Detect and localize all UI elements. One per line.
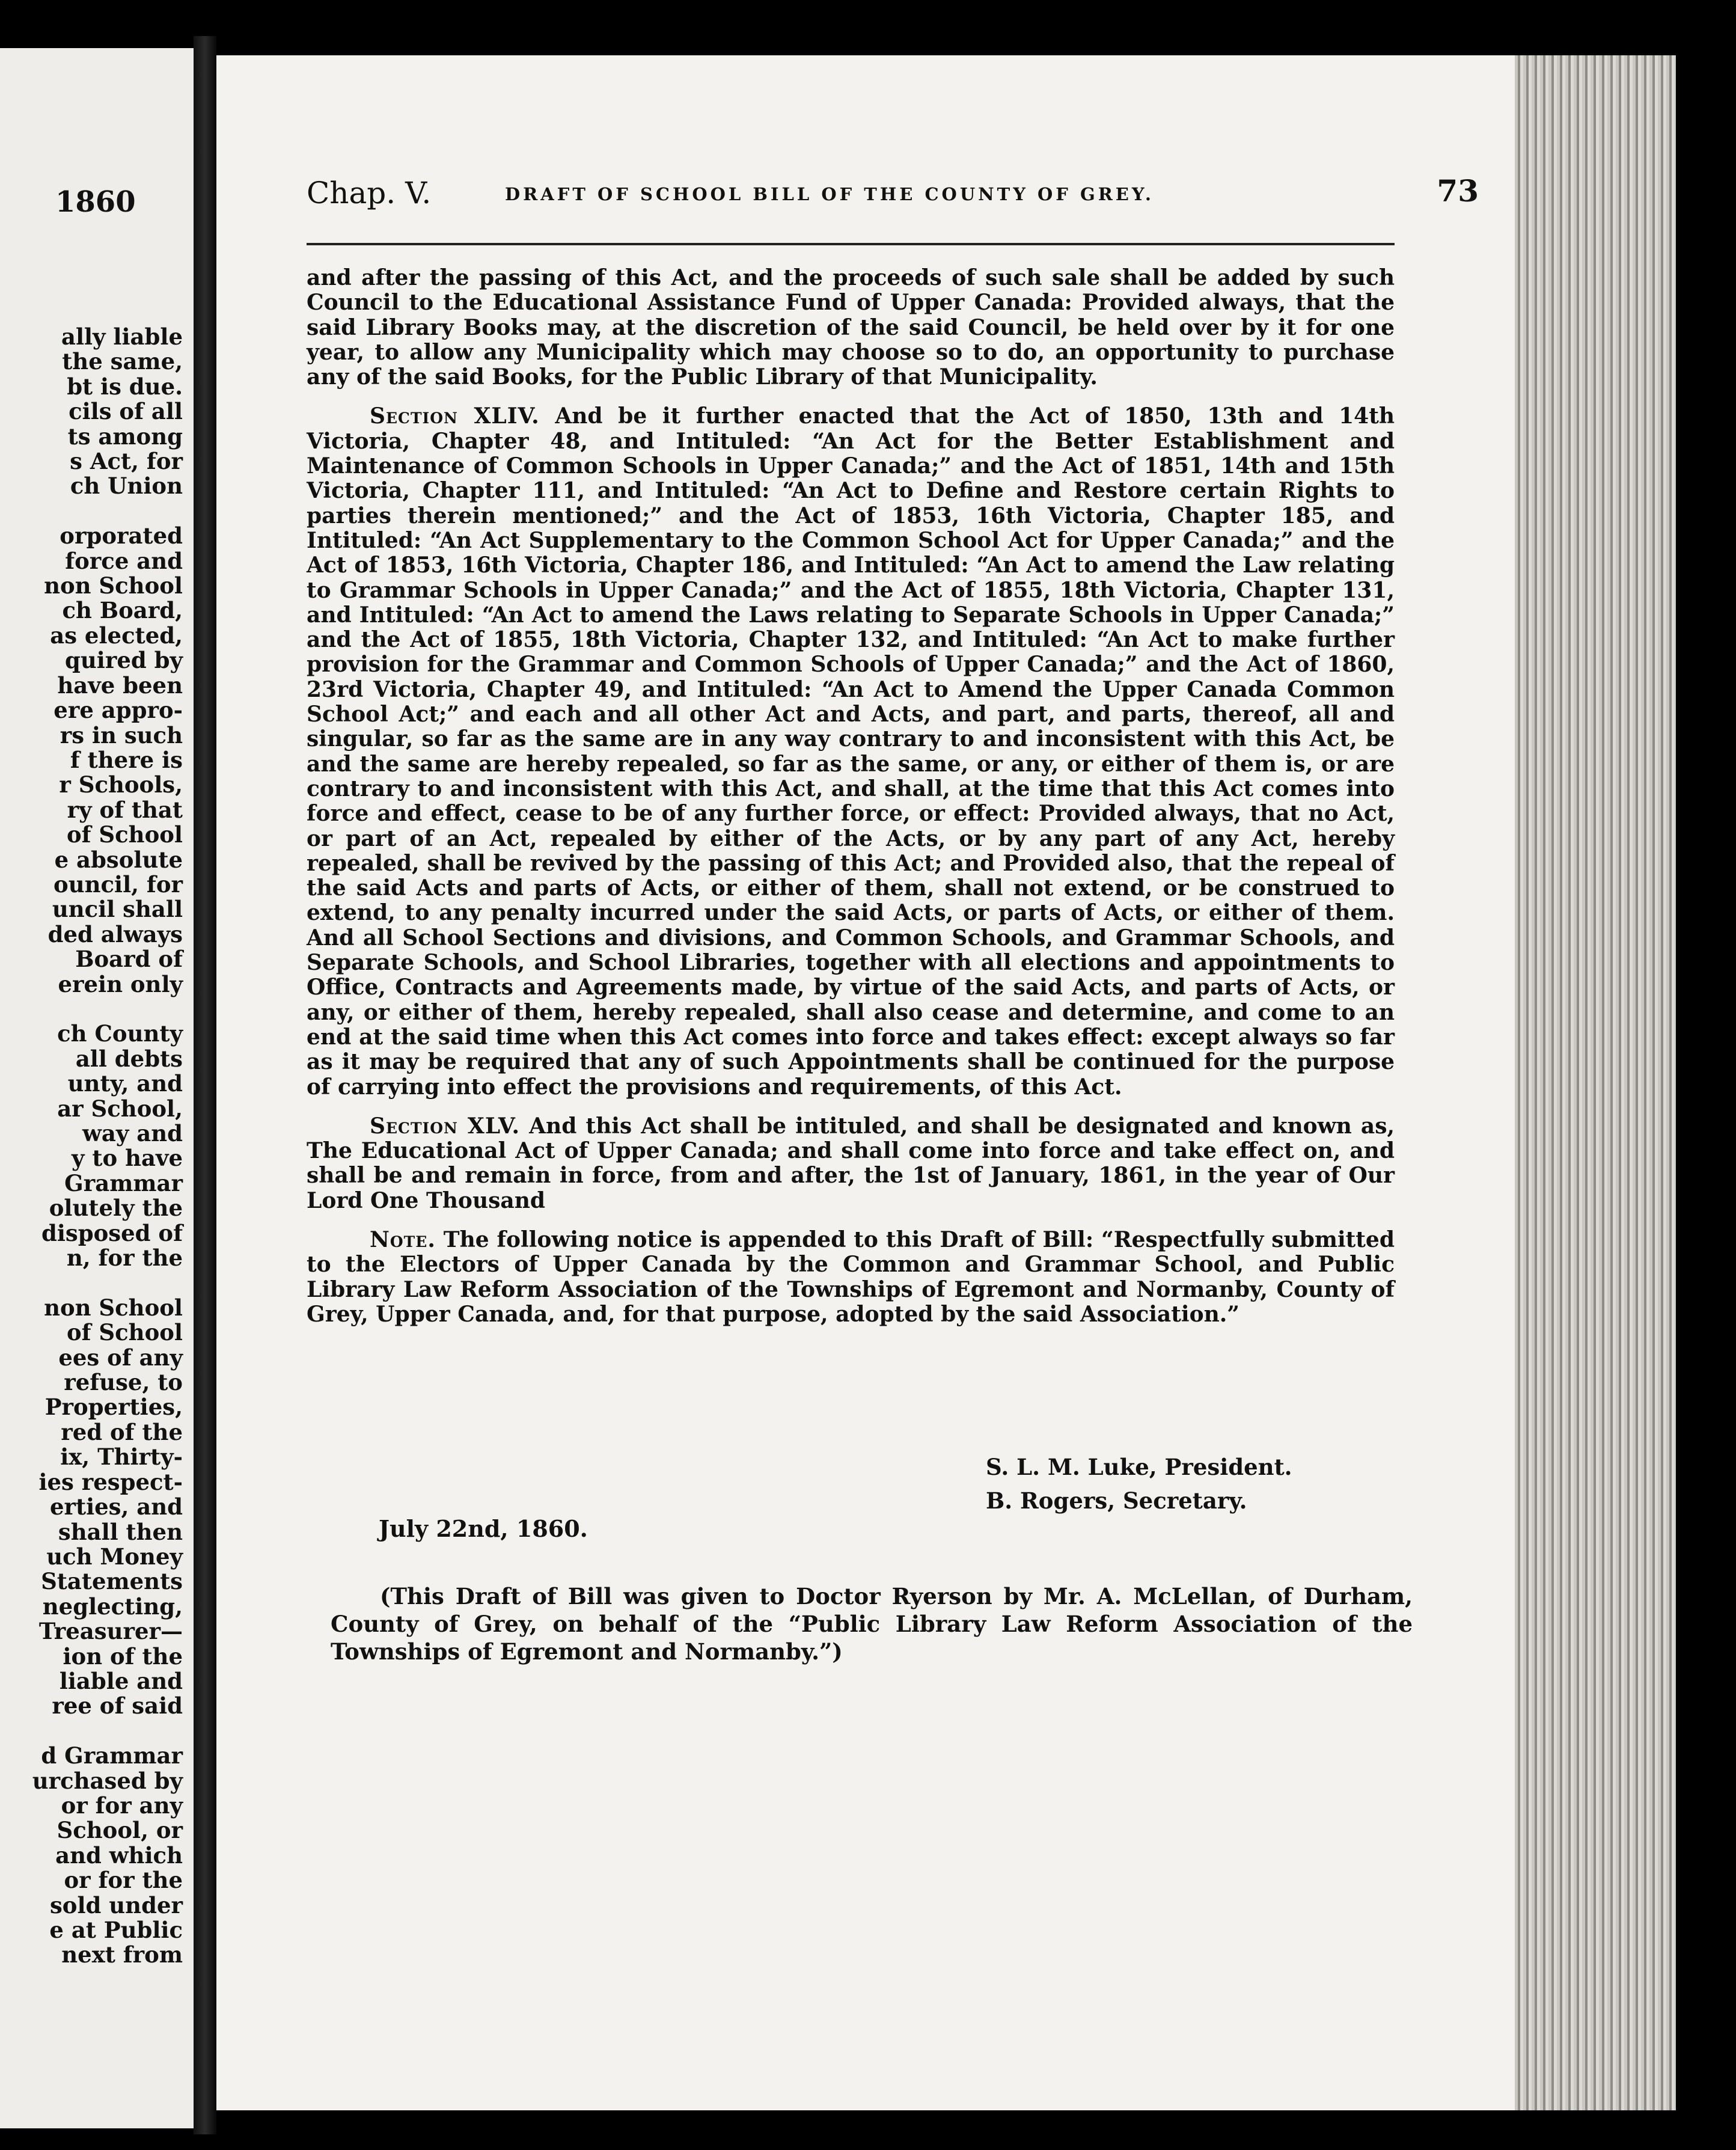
editorial-footnote: (This Draft of Bill was given to Doctor Ryerson by Mr. A. McLellan, of Durham, County of Grey, on behalf of the “Public Library Law Reform Association of the Townships of Egremont and Normanby.”)	[331, 1583, 1413, 1665]
left-page-year: 1860	[55, 185, 136, 219]
left-page-line-fragments: ally liable the same, bt is due. cils of all ts among s Act, for ch Union orporated force and non School ch Board, as elected, quired by have been ere appro- rs in such f there is r Schools, ry of that of School e absolute ouncil, for uncil shall ded always Board of erein only ch County all debts unty, and ar School, way and y to have Grammar olutely the disposed of n, for the non School of School ees of any refuse, to Properties, red of the ix, Thirty- ies respect- erties, and shall then uch Money Statements neglecting, Treasurer— ion of the liable and ree of said d Grammar urchased by or for any School, or and which or for the sold under e at Public next from	[32, 323, 183, 1968]
note-text: The following notice is appended to this Draft of Bill: “Respectfully submitted to the Electors of Upper Canada by the Common and Grammar School, and Public Library Law Reform Association of the Townships of Egremont and Normanby, County of Grey, Upper Canada, and, for that purpose, adopted by the said Association.”	[307, 1227, 1395, 1327]
section-xlv-label: Section XLV.	[370, 1113, 521, 1139]
page-header	[307, 173, 1479, 218]
running-title: DRAFT OF SCHOOL BILL OF THE COUNTY OF GREY.	[505, 184, 1154, 204]
section-xlv-text: And this Act shall be intituled, and shall be designated and known as, The Educational Act of Upper Canada; and shall come into force and take effect on, and shall be and remain in force, from and after, the 1st of January, 1861, in the year of Our Lord One Thousand	[307, 1113, 1395, 1213]
paragraph-continuation: and after the passing of this Act, and the proceeds of such sale shall be added by such Council to the Educational Assistance Fund of Upper Canada: Provided always, that the said Library Books may, at the discretion of the said Council, be held over by it for one year, to allow any Municipality which may choose so to do, an opportunity to purchase any of the said Books, for the Public Library of that Municipality.	[307, 265, 1395, 390]
page-stack-edges	[1515, 55, 1676, 2110]
note-label: Note.	[370, 1227, 436, 1252]
section-xliv	[307, 404, 1395, 1099]
page-number: 73	[1437, 173, 1479, 209]
document-date: July 22nd, 1860.	[379, 1515, 588, 1542]
note-paragraph	[307, 1228, 1395, 1327]
body-text	[307, 266, 1395, 1341]
page-stack-shadow	[1676, 55, 1736, 2110]
book-gutter	[194, 36, 216, 2134]
left-page-fragment	[0, 48, 194, 2128]
signature-president: S. L. M. Luke, President.	[986, 1454, 1292, 1480]
signatures	[986, 1450, 1292, 1518]
section-xlv	[307, 1114, 1395, 1213]
signature-secretary: B. Rogers, Secretary.	[986, 1487, 1247, 1514]
section-xliv-text: And be it further enacted that the Act of 1850, 13th and 14th Victoria, Chapter 48, and Intituled: “An Act for the Better Establishment and Maintenance of Common Schools in Upper Canada;” and the Act of 1851, 14th and 15th Victoria, Chapter 111, and Intituled: “An Act to Define and Restore certain Rights to parties therein mentioned;” and the Act of 1853, 16th Victoria, Chapter 185, and Intituled: “An Act Supplementary to the Common School Act for Upper Canada;” and the Act of 1853, 16th Victoria, Chapter 186, and Intituled: “An Act to amend the Law relating to Grammar Schools in Upper Canada;” and the Act of 1855, 18th Victoria, Chapter 131, and Intituled: “An Act to amend the Laws relating to Separate Schools in Upper Canada;” and the Act of 1855, 18th Victoria, Chapter 132, and Intituled: “An Act to make further provision for the Grammar and Common Schools of Upper Canada;” and the Act of 1860, 23rd Victoria, Chapter 49, and Intituled: “An Act to Amend the Upper Canada Common School Act;” and each and all other Act and Acts, and part, and parts, thereof, all and singular, so far as the same are in any way contrary to and inconsistent with this Act, be and the same are hereby repealed, so far as the same, or any, or either of them is, or are contrary to and inconsistent with this Act, and shall, at the time that this Act comes into force and effect, cease to be of any further force, or effect: Provided always, that no Act, or part of an Act, repealed by either of the Acts, or by any part of any Act, hereby repealed, shall be revived by the passing of this Act; and Provided also, that the repeal of the said Acts and parts of Acts, or either of them, shall not extend, or be construed to extend, to any penalty incurred under the said Acts, or parts of Acts, or either of them. And all School Sections and divisions, and Common Schools, and Grammar Schools, and Separate Schools, and School Libraries, together with all elections and appointments to Office, Contracts and Agreements made, by virtue of the said Acts, and parts of Acts, or any, or either of them, hereby repealed, shall also cease and determine, and come to an end at the said time when this Act comes into force and takes effect: except always so far as it may be required that any of such Appointments shall be continued for the purpose of carrying into effect the provisions and requirements, of this Act.	[307, 403, 1395, 1100]
chapter-label: Chap. V.	[307, 176, 432, 210]
book-page	[216, 55, 1515, 2110]
section-xliv-label: Section XLIV.	[370, 403, 540, 429]
header-rule	[307, 243, 1395, 245]
